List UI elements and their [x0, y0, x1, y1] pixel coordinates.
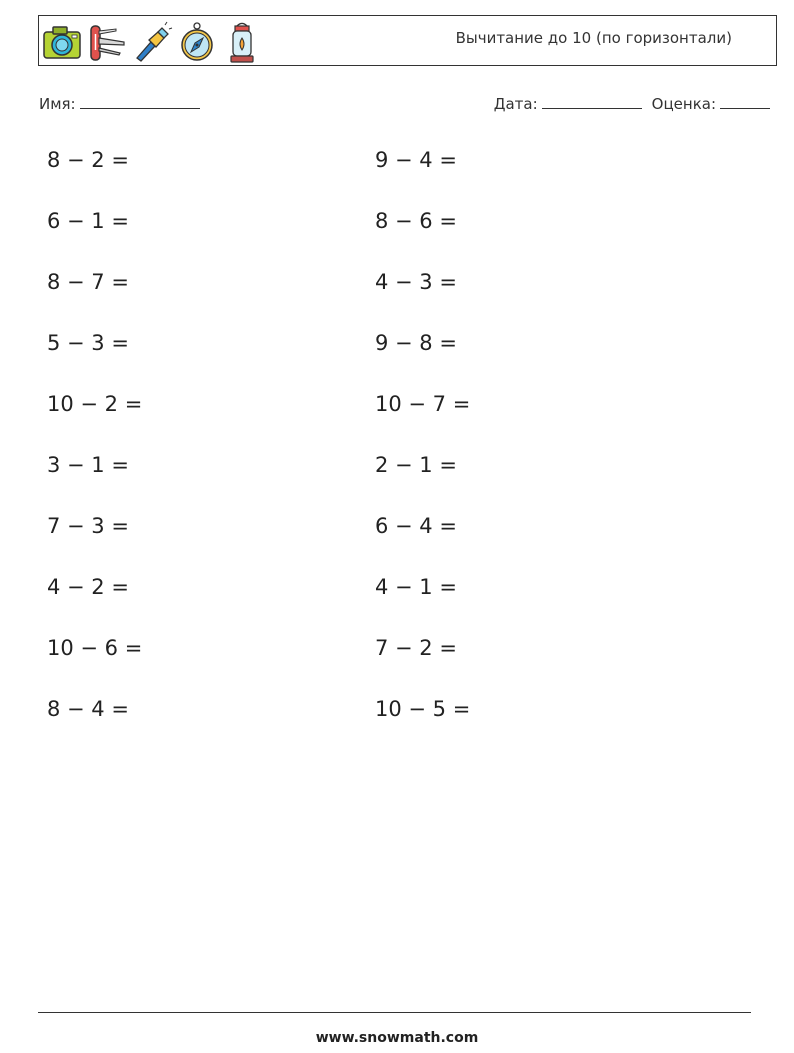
- flashlight-icon: [131, 20, 173, 64]
- problem-left-10: 8 − 4 =: [47, 697, 129, 721]
- problem-left-4: 5 − 3 =: [47, 331, 129, 355]
- date-blank[interactable]: [542, 93, 642, 109]
- problem-right-7: 6 − 4 =: [375, 514, 457, 538]
- score-blank[interactable]: [720, 93, 770, 109]
- compass-icon: [176, 20, 218, 64]
- header-icons: [41, 20, 266, 64]
- name-label: Имя:: [39, 95, 76, 113]
- problem-left-6: 3 − 1 =: [47, 453, 129, 477]
- problem-right-2: 8 − 6 =: [375, 209, 457, 233]
- problem-right-9: 7 − 2 =: [375, 636, 457, 660]
- problem-left-5: 10 − 2 =: [47, 392, 143, 416]
- date-label: Дата:: [493, 95, 538, 113]
- problem-left-2: 6 − 1 =: [47, 209, 129, 233]
- problem-right-1: 9 − 4 =: [375, 148, 457, 172]
- problem-right-6: 2 − 1 =: [375, 453, 457, 477]
- pocket-knife-icon: [86, 20, 128, 64]
- score-label: Оценка:: [651, 95, 716, 113]
- problem-left-1: 8 − 2 =: [47, 148, 129, 172]
- lantern-icon: [221, 20, 263, 64]
- problem-right-8: 4 − 1 =: [375, 575, 457, 599]
- header-box: [38, 15, 777, 66]
- name-field: [39, 93, 200, 113]
- footer-url: www.snowmath.com: [315, 1030, 479, 1046]
- date-score-fields: [494, 93, 770, 113]
- problem-right-4: 9 − 8 =: [375, 331, 457, 355]
- problem-right-10: 10 − 5 =: [375, 697, 471, 721]
- problem-right-5: 10 − 7 =: [375, 392, 471, 416]
- problem-left-9: 10 − 6 =: [47, 636, 143, 660]
- problem-left-3: 8 − 7 =: [47, 270, 129, 294]
- problem-left-8: 4 − 2 =: [47, 575, 129, 599]
- name-blank[interactable]: [80, 93, 200, 109]
- problem-right-3: 4 − 3 =: [375, 270, 457, 294]
- worksheet-title: Вычитание до 10 (по горизонтали): [455, 29, 732, 47]
- camera-icon: [41, 20, 83, 64]
- problem-left-7: 7 − 3 =: [47, 514, 129, 538]
- footer-divider: [38, 1012, 751, 1013]
